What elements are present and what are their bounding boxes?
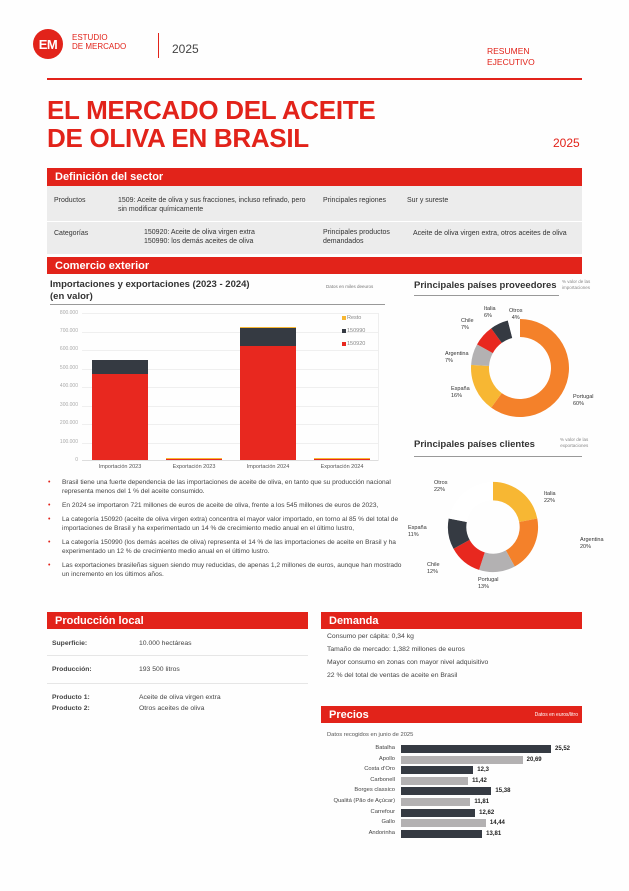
categoria-150990: 150990: los demás aceites de oliva <box>144 238 254 245</box>
clients-donut-chart <box>447 481 539 573</box>
price-bar <box>401 766 473 774</box>
suppliers-chart-note <box>562 279 590 291</box>
clients-chart-title: Principales países clientes <box>414 439 535 450</box>
price-value: 13,81 <box>486 830 502 837</box>
price-brand-label: Carrefour <box>370 808 395 815</box>
price-brand-label: Apollo <box>378 755 395 762</box>
y-axis-ticks <box>40 310 82 463</box>
doc-type-line-2: EJECUTIVO <box>487 57 535 67</box>
price-bar <box>401 745 551 753</box>
header-divider <box>47 78 582 80</box>
section-header-comercio <box>47 257 582 274</box>
bar-segment-150920 <box>314 459 370 460</box>
bar-stack <box>166 458 222 460</box>
demandados-label-line-1: Principales productos <box>323 229 390 236</box>
price-brand-label: Andorinha <box>368 829 395 836</box>
productos-label: Productos <box>54 197 86 204</box>
demandados-value: Aceite de oliva virgen extra, otros aceites de oliva <box>413 230 567 237</box>
bullet-item: • Brasil tiene una fuerte dependencia de las importaciones de aceite de oliva, en tanto que su producción nacional representa menos del 1 % del aceite consumido. <box>47 478 402 496</box>
donut-label-italia: Italia 22% <box>544 491 556 504</box>
price-row <box>321 766 582 774</box>
section-title: Comercio exterior <box>55 259 150 272</box>
logo-em-badge: EM <box>33 29 63 59</box>
price-brand-label: Gallo <box>381 819 395 826</box>
page-title <box>47 96 375 152</box>
note-line: exportaciones <box>560 443 589 448</box>
section-title: Producción local <box>55 614 144 627</box>
price-row <box>321 830 582 838</box>
logo-line-1: ESTUDIO <box>72 33 108 42</box>
clients-chart-divider <box>414 456 582 457</box>
section-title: Demanda <box>329 614 379 627</box>
header-year: 2025 <box>172 42 199 56</box>
legend-item-150920 <box>342 341 365 347</box>
price-row <box>321 809 582 817</box>
trade-chart-title-line-2: (en valor) <box>50 291 93 302</box>
y-tick: 200.000 <box>59 420 78 426</box>
donut-label-espana: España 16% <box>451 386 470 399</box>
demanda-line: Tamaño de mercado: 1,382 millones de euros <box>327 646 465 653</box>
demanda-line: Mayor consumo en zonas con mayor nivel adquisitivo <box>327 659 489 666</box>
gridline <box>82 332 378 333</box>
bullet-item: • La categoría 150990 (los demás aceites de oliva) representa el 14 % de las importaciones de aceite en Brasil y ha experimentado un 12 % de crecimiento medio anual en el último lustro. <box>47 538 402 556</box>
demanda-line: 22 % del total de ventas de aceite en Brasil <box>327 672 458 679</box>
doc-type-label <box>487 46 535 68</box>
price-row <box>321 777 582 785</box>
bar-segment-150990 <box>240 328 296 346</box>
note-line: % valor de las <box>562 279 591 284</box>
price-value: 20,69 <box>526 756 542 763</box>
precios-subtitle: Datos recogidos en junio de 2025 <box>327 732 414 738</box>
bullet-item: • En 2024 se importaron 721 millones de euros de aceite de oliva, frente a los 545 millones de euros de 2023, <box>47 501 402 510</box>
legend-item-150990 <box>342 328 365 334</box>
regiones-value: Sur y sureste <box>407 197 449 204</box>
price-value: 12,62 <box>479 809 495 816</box>
demandados-label <box>323 228 390 246</box>
page-title-line-2: DE OLIVA EN BRASIL <box>47 123 309 153</box>
producto2-value: Otros aceites de oliva <box>139 705 205 712</box>
x-tick: Importación 2023 <box>98 464 142 470</box>
bar-segment-150920 <box>166 459 222 460</box>
price-row <box>321 745 582 753</box>
bullet-item: • La categoría 150920 (aceite de oliva virgen extra) concentra el mayor valor importado, en torno al 85 % del total de importaciones de Brasil y ha experimentado un 14 % de crecimiento medio anual en el último lustro, <box>47 515 402 533</box>
bar-segment-150920 <box>240 346 296 460</box>
donut-slice-otros <box>449 482 493 522</box>
donut-label-portugal: Portugal 60% <box>573 394 594 407</box>
producto1-label: Producto 1: <box>52 694 90 701</box>
legend-label: 150920 <box>347 341 366 347</box>
definition-row <box>47 186 582 222</box>
bar-segment-150920 <box>92 374 148 460</box>
price-row <box>321 819 582 827</box>
price-bar <box>401 819 486 827</box>
categorias-value <box>144 228 255 246</box>
bar-stack <box>314 458 370 460</box>
produccion-row <box>47 656 308 684</box>
productos-value: 1509: Aceite de oliva y sus fracciones, incluso refinado, pero sin modificar químicamente <box>118 197 306 213</box>
trade-chart-unit-note: Datos en miles deeuros <box>326 284 374 289</box>
legend-swatch <box>342 316 346 320</box>
price-bar <box>401 830 482 838</box>
donut-label-chile: Chile 12% <box>427 562 440 575</box>
superficie-value: 10.000 hectáreas <box>139 640 192 647</box>
price-row <box>321 798 582 806</box>
trade-bullet-list <box>47 478 402 584</box>
producto2-label: Producto 2: <box>52 705 90 712</box>
section-header-demanda <box>321 612 582 629</box>
donut-label-portugal: Portugal 13% <box>478 577 499 590</box>
categorias-label: Categorías <box>54 230 89 237</box>
donut-label-argentina: Argentina 20% <box>580 537 604 550</box>
y-tick: 300.000 <box>59 402 78 408</box>
price-brand-label: Batalha <box>375 745 395 751</box>
note-line: % valor de las <box>560 437 589 442</box>
donut-label-espana: España 11% <box>408 525 427 538</box>
produccion-label: Producción: <box>52 666 92 673</box>
donut-label-chile: Chile 7% <box>461 318 474 331</box>
section-title: Precios <box>329 708 369 721</box>
note-line: importaciones <box>562 285 591 290</box>
trade-chart-divider <box>50 304 385 305</box>
bullet-item: • Las exportaciones brasileñas siguen siendo muy reducidas, de apenas 1,2 millones de euros, aunque han mostrado un incremento en los últimos años. <box>47 561 402 579</box>
price-bar-chart <box>321 738 582 848</box>
section-header-precios <box>321 706 582 723</box>
suppliers-donut-chart <box>470 318 570 418</box>
price-row <box>321 756 582 764</box>
bar-stack <box>240 327 296 460</box>
y-tick: 0 <box>75 457 78 463</box>
logo-separator <box>158 33 159 58</box>
bar-stack <box>92 360 148 460</box>
y-tick: 500.000 <box>59 365 78 371</box>
price-value: 11,42 <box>472 777 487 784</box>
definition-row <box>47 223 582 254</box>
y-tick: 100.000 <box>59 439 78 445</box>
price-bar <box>401 756 523 764</box>
legend-swatch <box>342 342 346 346</box>
y-tick: 800.000 <box>59 310 78 316</box>
trade-chart-title-line-1: Importaciones y exportaciones (2023 - 2024) <box>50 279 250 290</box>
logo-text <box>72 33 126 51</box>
price-brand-label: Costa d'Oro <box>364 766 395 773</box>
title-year: 2025 <box>553 136 580 150</box>
price-value: 25,52 <box>555 746 571 752</box>
gridline <box>82 313 378 314</box>
demandados-label-line-2: demandados <box>323 238 364 245</box>
price-bar <box>401 787 491 795</box>
bar-segment-150990 <box>92 360 148 374</box>
legend-swatch <box>342 329 346 333</box>
produccion-row <box>47 684 308 720</box>
x-tick: Exportación 2024 <box>320 464 364 470</box>
x-axis-line <box>82 460 378 461</box>
price-bar <box>401 798 470 806</box>
legend-label: Resto <box>347 315 362 321</box>
gridline <box>82 350 378 351</box>
logo-line-2: DE MERCADO <box>72 42 127 51</box>
donut-label-otros: Otros 4% <box>509 308 523 321</box>
precios-unit-note: Datos en euros/litro <box>534 711 578 718</box>
price-value: 12,3 <box>477 767 489 774</box>
categoria-150920: 150920: Aceite de oliva virgen extra <box>144 229 255 236</box>
clients-chart-note <box>560 437 588 449</box>
suppliers-chart-divider <box>414 295 559 296</box>
donut-slice-italia <box>493 482 537 522</box>
donut-label-argentina: Argentina 7% <box>445 351 469 364</box>
x-tick: Exportación 2023 <box>172 464 216 470</box>
y-tick: 700.000 <box>59 328 78 334</box>
section-header-produccion <box>47 612 308 629</box>
demanda-line: Consumo per cápita: 0,34 kg <box>327 633 414 640</box>
section-title: Definición del sector <box>55 171 164 183</box>
price-value: 15,38 <box>495 788 511 795</box>
price-bar <box>401 809 475 817</box>
price-value: 14,44 <box>489 820 505 827</box>
doc-type-line-1: RESUMEN <box>487 46 530 56</box>
trade-chart-title <box>50 279 250 303</box>
donut-label-otros: Otros 22% <box>434 480 448 493</box>
y-tick: 400.000 <box>59 383 78 389</box>
section-header-definicion <box>47 168 582 186</box>
producto1-value: Aceite de oliva virgen extra <box>139 694 221 701</box>
trade-bar-chart <box>82 313 379 461</box>
legend-item-resto <box>342 315 361 321</box>
legend-label: 150990 <box>347 328 366 334</box>
y-tick: 600.000 <box>59 346 78 352</box>
price-bar <box>401 777 468 785</box>
price-brand-label: Borges classico <box>354 787 395 794</box>
price-brand-label: Carbonell <box>370 776 395 783</box>
donut-label-italia: Italia 6% <box>484 306 496 319</box>
price-row <box>321 787 582 795</box>
regiones-label: Principales regiones <box>323 197 387 204</box>
x-tick: Importación 2024 <box>246 464 290 470</box>
page-title-line-1: EL MERCADO DEL ACEITE <box>47 95 376 125</box>
demanda-section <box>321 612 582 685</box>
definition-table <box>47 186 582 254</box>
produccion-value: 193 500 litros <box>139 666 180 673</box>
suppliers-chart-title: Principales países proveedores <box>414 280 557 291</box>
price-brand-label: Qualitá (Pão de Açúcar) <box>333 798 395 804</box>
price-value: 11,81 <box>474 799 490 805</box>
produccion-section <box>47 612 308 720</box>
precios-section <box>321 706 582 848</box>
produccion-row <box>47 629 308 656</box>
superficie-label: Superficie: <box>52 640 88 647</box>
